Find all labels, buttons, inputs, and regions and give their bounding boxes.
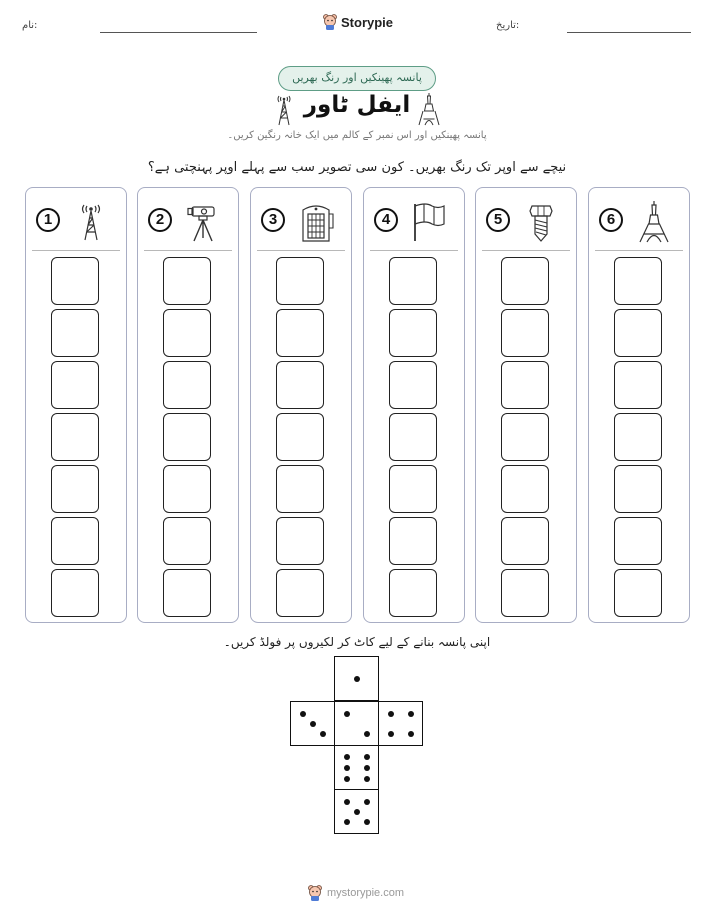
column-1 bbox=[25, 187, 127, 623]
die-face-1 bbox=[334, 656, 379, 701]
die-face-4 bbox=[378, 701, 423, 746]
column-divider bbox=[144, 250, 232, 251]
color-cell[interactable] bbox=[163, 361, 211, 409]
title-row bbox=[0, 92, 714, 128]
column-header bbox=[26, 188, 126, 250]
color-cell[interactable] bbox=[501, 517, 549, 565]
pip bbox=[364, 799, 370, 805]
color-cell[interactable] bbox=[51, 309, 99, 357]
pip bbox=[344, 711, 350, 717]
bolt-icon bbox=[518, 198, 564, 244]
activity-badge: پانسہ پھینکیں اور رنگ بھریں bbox=[278, 66, 436, 91]
color-cell[interactable] bbox=[389, 517, 437, 565]
pip bbox=[344, 765, 350, 771]
column-header bbox=[364, 188, 464, 250]
color-cell[interactable] bbox=[51, 413, 99, 461]
name-label: نام: bbox=[22, 20, 38, 31]
pip bbox=[408, 711, 414, 717]
pip bbox=[344, 799, 350, 805]
column-number: 2 bbox=[148, 208, 172, 232]
instruction-text: نیچے سے اوپر تک رنگ بھریں۔ کون سی تصویر سب سے پہلے اوپر پہنچتی ہے؟ bbox=[147, 160, 567, 175]
column-number: 1 bbox=[36, 208, 60, 232]
color-cell[interactable] bbox=[614, 309, 662, 357]
color-cell[interactable] bbox=[163, 569, 211, 617]
color-cell[interactable] bbox=[389, 309, 437, 357]
column-divider bbox=[370, 250, 458, 251]
subtitle: پانسہ پھینکیں اور اس نمبر کے کالم میں ایک خانہ رنگین کریں۔ bbox=[227, 130, 487, 141]
column-2 bbox=[137, 187, 239, 623]
column-header bbox=[476, 188, 576, 250]
color-cell[interactable] bbox=[614, 361, 662, 409]
color-cell[interactable] bbox=[276, 257, 324, 305]
color-cell[interactable] bbox=[163, 413, 211, 461]
column-number: 3 bbox=[261, 208, 285, 232]
column-divider bbox=[595, 250, 683, 251]
pip bbox=[408, 731, 414, 737]
column-divider bbox=[482, 250, 570, 251]
color-cell[interactable] bbox=[163, 257, 211, 305]
cut-instruction: اپنی پانسہ بنانے کے لیے کاٹ کر لکیروں پر فولڈ کریں۔ bbox=[223, 635, 491, 649]
eiffel-tower-icon bbox=[631, 198, 677, 244]
color-cell[interactable] bbox=[51, 257, 99, 305]
die-face-2 bbox=[334, 701, 379, 746]
elevator-icon bbox=[293, 198, 339, 244]
color-cell[interactable] bbox=[51, 465, 99, 513]
column-number: 6 bbox=[599, 208, 623, 232]
die-face-6 bbox=[334, 745, 379, 790]
color-cell[interactable] bbox=[51, 361, 99, 409]
color-cell[interactable] bbox=[276, 413, 324, 461]
eiffel-tower-icon bbox=[417, 92, 441, 126]
pip bbox=[310, 721, 316, 727]
die-face-5 bbox=[334, 789, 379, 834]
pip bbox=[354, 809, 360, 815]
radio-tower-icon bbox=[68, 198, 114, 244]
color-cell[interactable] bbox=[614, 257, 662, 305]
date-label: تاریخ: bbox=[496, 20, 520, 31]
color-cell[interactable] bbox=[501, 413, 549, 461]
color-cell[interactable] bbox=[389, 413, 437, 461]
color-cell[interactable] bbox=[163, 517, 211, 565]
column-divider bbox=[32, 250, 120, 251]
name-line bbox=[100, 32, 257, 33]
pip bbox=[364, 731, 370, 737]
column-4 bbox=[363, 187, 465, 623]
color-cell[interactable] bbox=[501, 309, 549, 357]
column-number: 4 bbox=[374, 208, 398, 232]
color-cell[interactable] bbox=[389, 361, 437, 409]
color-cell[interactable] bbox=[501, 257, 549, 305]
color-cell[interactable] bbox=[389, 569, 437, 617]
pip bbox=[388, 731, 394, 737]
color-cell[interactable] bbox=[614, 517, 662, 565]
pip bbox=[364, 819, 370, 825]
color-cell[interactable] bbox=[614, 413, 662, 461]
color-cell[interactable] bbox=[276, 517, 324, 565]
column-header bbox=[138, 188, 238, 250]
color-cell[interactable] bbox=[501, 361, 549, 409]
pip bbox=[300, 711, 306, 717]
column-3 bbox=[250, 187, 352, 623]
pip bbox=[344, 819, 350, 825]
brand-name: Storypie bbox=[341, 14, 394, 30]
color-cell[interactable] bbox=[276, 309, 324, 357]
pip bbox=[364, 765, 370, 771]
column-6 bbox=[588, 187, 690, 623]
color-cell[interactable] bbox=[163, 309, 211, 357]
color-cell[interactable] bbox=[163, 465, 211, 513]
bear-mascot-icon bbox=[322, 13, 338, 31]
pip bbox=[364, 754, 370, 760]
footer-url[interactable]: mystorypie.com bbox=[327, 887, 405, 899]
color-cell[interactable] bbox=[389, 465, 437, 513]
column-header bbox=[589, 188, 689, 250]
color-cell[interactable] bbox=[389, 257, 437, 305]
footer bbox=[307, 884, 404, 902]
surveyor-tripod-icon bbox=[180, 198, 226, 244]
color-cell[interactable] bbox=[51, 517, 99, 565]
color-cell[interactable] bbox=[51, 569, 99, 617]
bear-mascot-icon bbox=[307, 884, 323, 902]
die-face-3 bbox=[290, 701, 335, 746]
pip bbox=[364, 776, 370, 782]
column-number: 5 bbox=[486, 208, 510, 232]
color-cell[interactable] bbox=[276, 569, 324, 617]
color-cell[interactable] bbox=[614, 465, 662, 513]
french-flag-icon bbox=[406, 198, 452, 244]
column-header bbox=[251, 188, 351, 250]
pip bbox=[388, 711, 394, 717]
pip bbox=[354, 676, 360, 682]
color-cell[interactable] bbox=[276, 361, 324, 409]
page-title: ایفل ٹاور bbox=[303, 92, 411, 118]
color-cell[interactable] bbox=[614, 569, 662, 617]
brand-logo bbox=[322, 13, 393, 31]
pip bbox=[344, 754, 350, 760]
pip bbox=[344, 776, 350, 782]
color-cell[interactable] bbox=[501, 465, 549, 513]
color-cell[interactable] bbox=[501, 569, 549, 617]
date-line bbox=[567, 32, 691, 33]
column-5 bbox=[475, 187, 577, 623]
column-divider bbox=[257, 250, 345, 251]
pip bbox=[320, 731, 326, 737]
color-cell[interactable] bbox=[276, 465, 324, 513]
